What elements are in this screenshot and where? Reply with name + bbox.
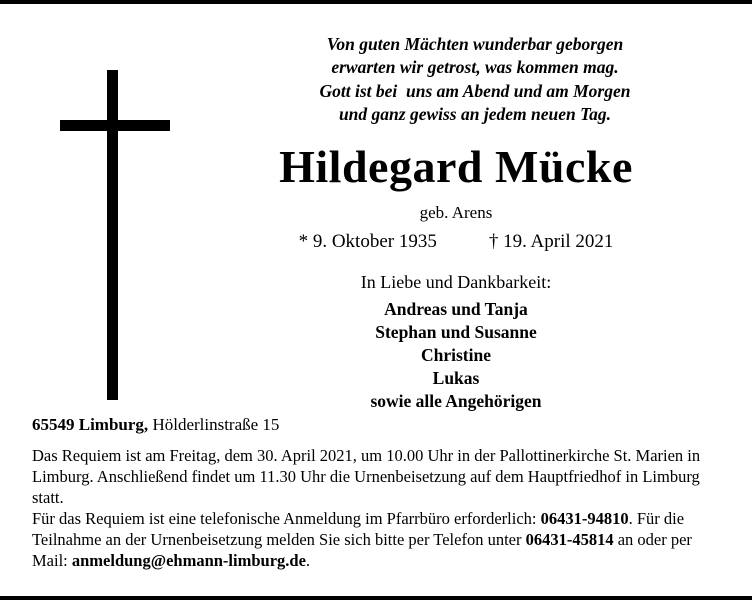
verse-line-1: Von guten Mächten wunderbar geborgen — [326, 34, 624, 54]
mourner-item: sowie alle Angehörigen — [370, 391, 542, 412]
verse-block — [230, 33, 720, 126]
registration-text-1: Für das Requiem ist eine telefonische Anmeldung im Pfarrbüro erforderlich: — [32, 509, 541, 528]
bottom-rule — [0, 596, 752, 600]
registration-paragraph — [32, 508, 720, 571]
verse-line-3: Gott ist bei uns am Abend und am Morgen — [319, 80, 631, 101]
cross-horizontal-bar — [60, 120, 170, 131]
death-date: † 19. April 2021 — [488, 231, 614, 252]
mourners-list — [176, 298, 736, 413]
phone-number-pfarrbuero: 06431-94810 — [540, 509, 629, 528]
verse-line-4: und ganz gewiss an jedem neuen Tag. — [338, 103, 612, 124]
address-postal-city: 65549 Limburg, — [32, 415, 149, 434]
address-street: Hölderlinstraße 15 — [148, 415, 280, 434]
cross-icon — [60, 70, 170, 400]
registration-text-3: an oder per Mail: — [32, 530, 692, 571]
mourner-item: Stephan und Susanne — [375, 322, 537, 343]
verse-line-2: erwarten wir getrost, was kommen mag. — [331, 57, 619, 78]
top-rule — [0, 0, 752, 4]
deceased-name: Hildegard Mücke — [279, 141, 633, 192]
phone-number-urnenbeisetzung: 06431-45814 — [525, 530, 614, 550]
requiem-details-text: Das Requiem ist am Freitag, dem 30. April 2021, um 10.00 Uhr in der Pallottinerkirche St. Marien in Limburg. Anschließend findet um 11.30 Uhr die Urnenbeisetzung auf dem Hauptfriedhof in Limburg statt. — [32, 446, 701, 508]
registration-text-4: . — [305, 551, 311, 571]
gratitude-heading: In Liebe und Dankbarkeit: — [360, 272, 552, 292]
address-line — [32, 415, 279, 435]
mourner-item: Lukas — [432, 368, 480, 389]
mourner-item: Christine — [421, 345, 491, 366]
maiden-name: geb. Arens — [419, 203, 493, 222]
life-dates — [176, 231, 736, 253]
birth-date: * 9. Oktober 1935 — [298, 231, 437, 252]
email-address: anmeldung@ehmann-limburg.de — [71, 551, 306, 571]
requiem-details-paragraph — [32, 445, 720, 508]
mourner-item: Andreas und Tanja — [384, 299, 528, 319]
registration-text-2: . Für die Teilnahme an der Urnenbeisetzung melden Sie sich bitte per Telefon unter — [32, 509, 685, 550]
